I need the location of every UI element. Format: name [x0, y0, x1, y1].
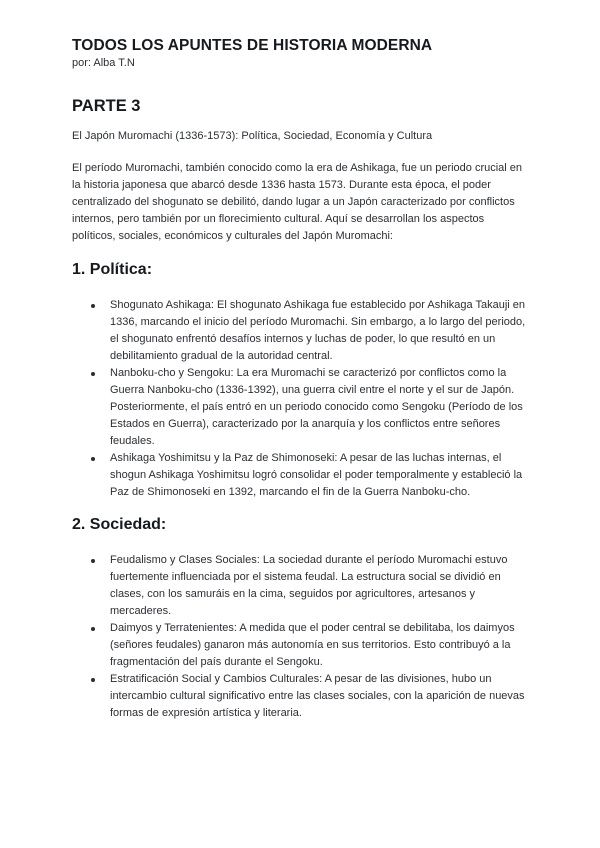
- list-item-text: Feudalismo y Clases Sociales: La sociedad durante el período Muromachi estuvo fuertemente influenciada por el sistema feudal. La estructura social se dividió en clases, con los samuráis en la cima, seguidos por agricultores, artesanos y mercaderes.: [110, 553, 508, 617]
- part-title: PARTE 3: [72, 97, 141, 115]
- list-item-text: Nanboku-cho y Sengoku: La era Muromachi se caracterizó por conflictos como la Guerra Nanboku-cho (1336-1392), una guerra civil entre el norte y el sur de Japón. Posteriormente, el país entró en un periodo conocido como Sengoku (Período de los Estados en Guerra), caracterizado por la anarquía y los conflictos entre señores feudales.: [110, 366, 523, 447]
- list-item: [72, 365, 528, 450]
- bullet-icon: [91, 457, 95, 461]
- document-title: TODOS LOS APUNTES DE HISTORIA MODERNA: [72, 37, 433, 54]
- part-subtitle: El Japón Muromachi (1336-1573): Política, Sociedad, Economía y Cultura: [72, 130, 433, 142]
- list-item-text: Daimyos y Terratenientes: A medida que el poder central se debilitaba, los daimyos (señores feudales) ganaron más autonomía en sus territorios. Esto contribuyó a la fragmentación del país durante el Sengoku.: [110, 621, 515, 668]
- section-heading-sociedad: 2. Sociedad:: [72, 515, 167, 533]
- list-item-text: Shogunato Ashikaga: El shogunato Ashikaga fue establecido por Ashikaga Takauji en 1336, marcando el inicio del período Muromachi. Sin embargo, a lo largo del periodo, el shogunato enfrentó desafíos internos y luchas de poder, lo que resultó en un debilitamiento gradual de la autoridad central.: [110, 298, 526, 362]
- list-item: [72, 671, 528, 722]
- bullet-icon: [91, 304, 95, 308]
- list-item: [72, 297, 528, 365]
- section-list-sociedad: [72, 552, 528, 722]
- bullet-icon: [91, 678, 95, 682]
- bullet-icon: [91, 559, 95, 563]
- document-author: por: Alba T.N: [72, 57, 135, 69]
- intro-paragraph: El período Muromachi, también conocido como la era de Ashikaga, fue un periodo crucial en la historia japonesa que abarcó desde 1336 hasta 1573. Durante esta época, el poder centralizado del shogunato se debilitó, dando lugar a un Japón caracterizado por conflictos internos, pero también por un florecimiento cultural. Aquí se desarrollan los aspectos políticos, sociales, económicos y culturales del Japón Muromachi:: [72, 162, 523, 242]
- list-item: [72, 620, 528, 671]
- section-list-politica: [72, 297, 528, 501]
- list-item-text: Ashikaga Yoshimitsu y la Paz de Shimonoseki: A pesar de las luchas internas, el shogun Ashikaga Yoshimitsu logró consolidar el poder temporalmente y estableció la Paz de Shimonoseki en 1392, marcando el fin de la Guerra Nanboku-cho.: [110, 451, 523, 498]
- bullet-icon: [91, 627, 95, 631]
- section-heading-politica: 1. Política:: [72, 260, 153, 278]
- bullet-icon: [91, 372, 95, 376]
- list-item: [72, 450, 528, 501]
- list-item: [72, 552, 528, 620]
- document-page: [72, 36, 528, 722]
- list-item-text: Estratificación Social y Cambios Culturales: A pesar de las divisiones, hubo un intercambio cultural significativo entre las clases sociales, con la aparición de nuevas formas de expresión artística y literaria.: [110, 672, 525, 719]
